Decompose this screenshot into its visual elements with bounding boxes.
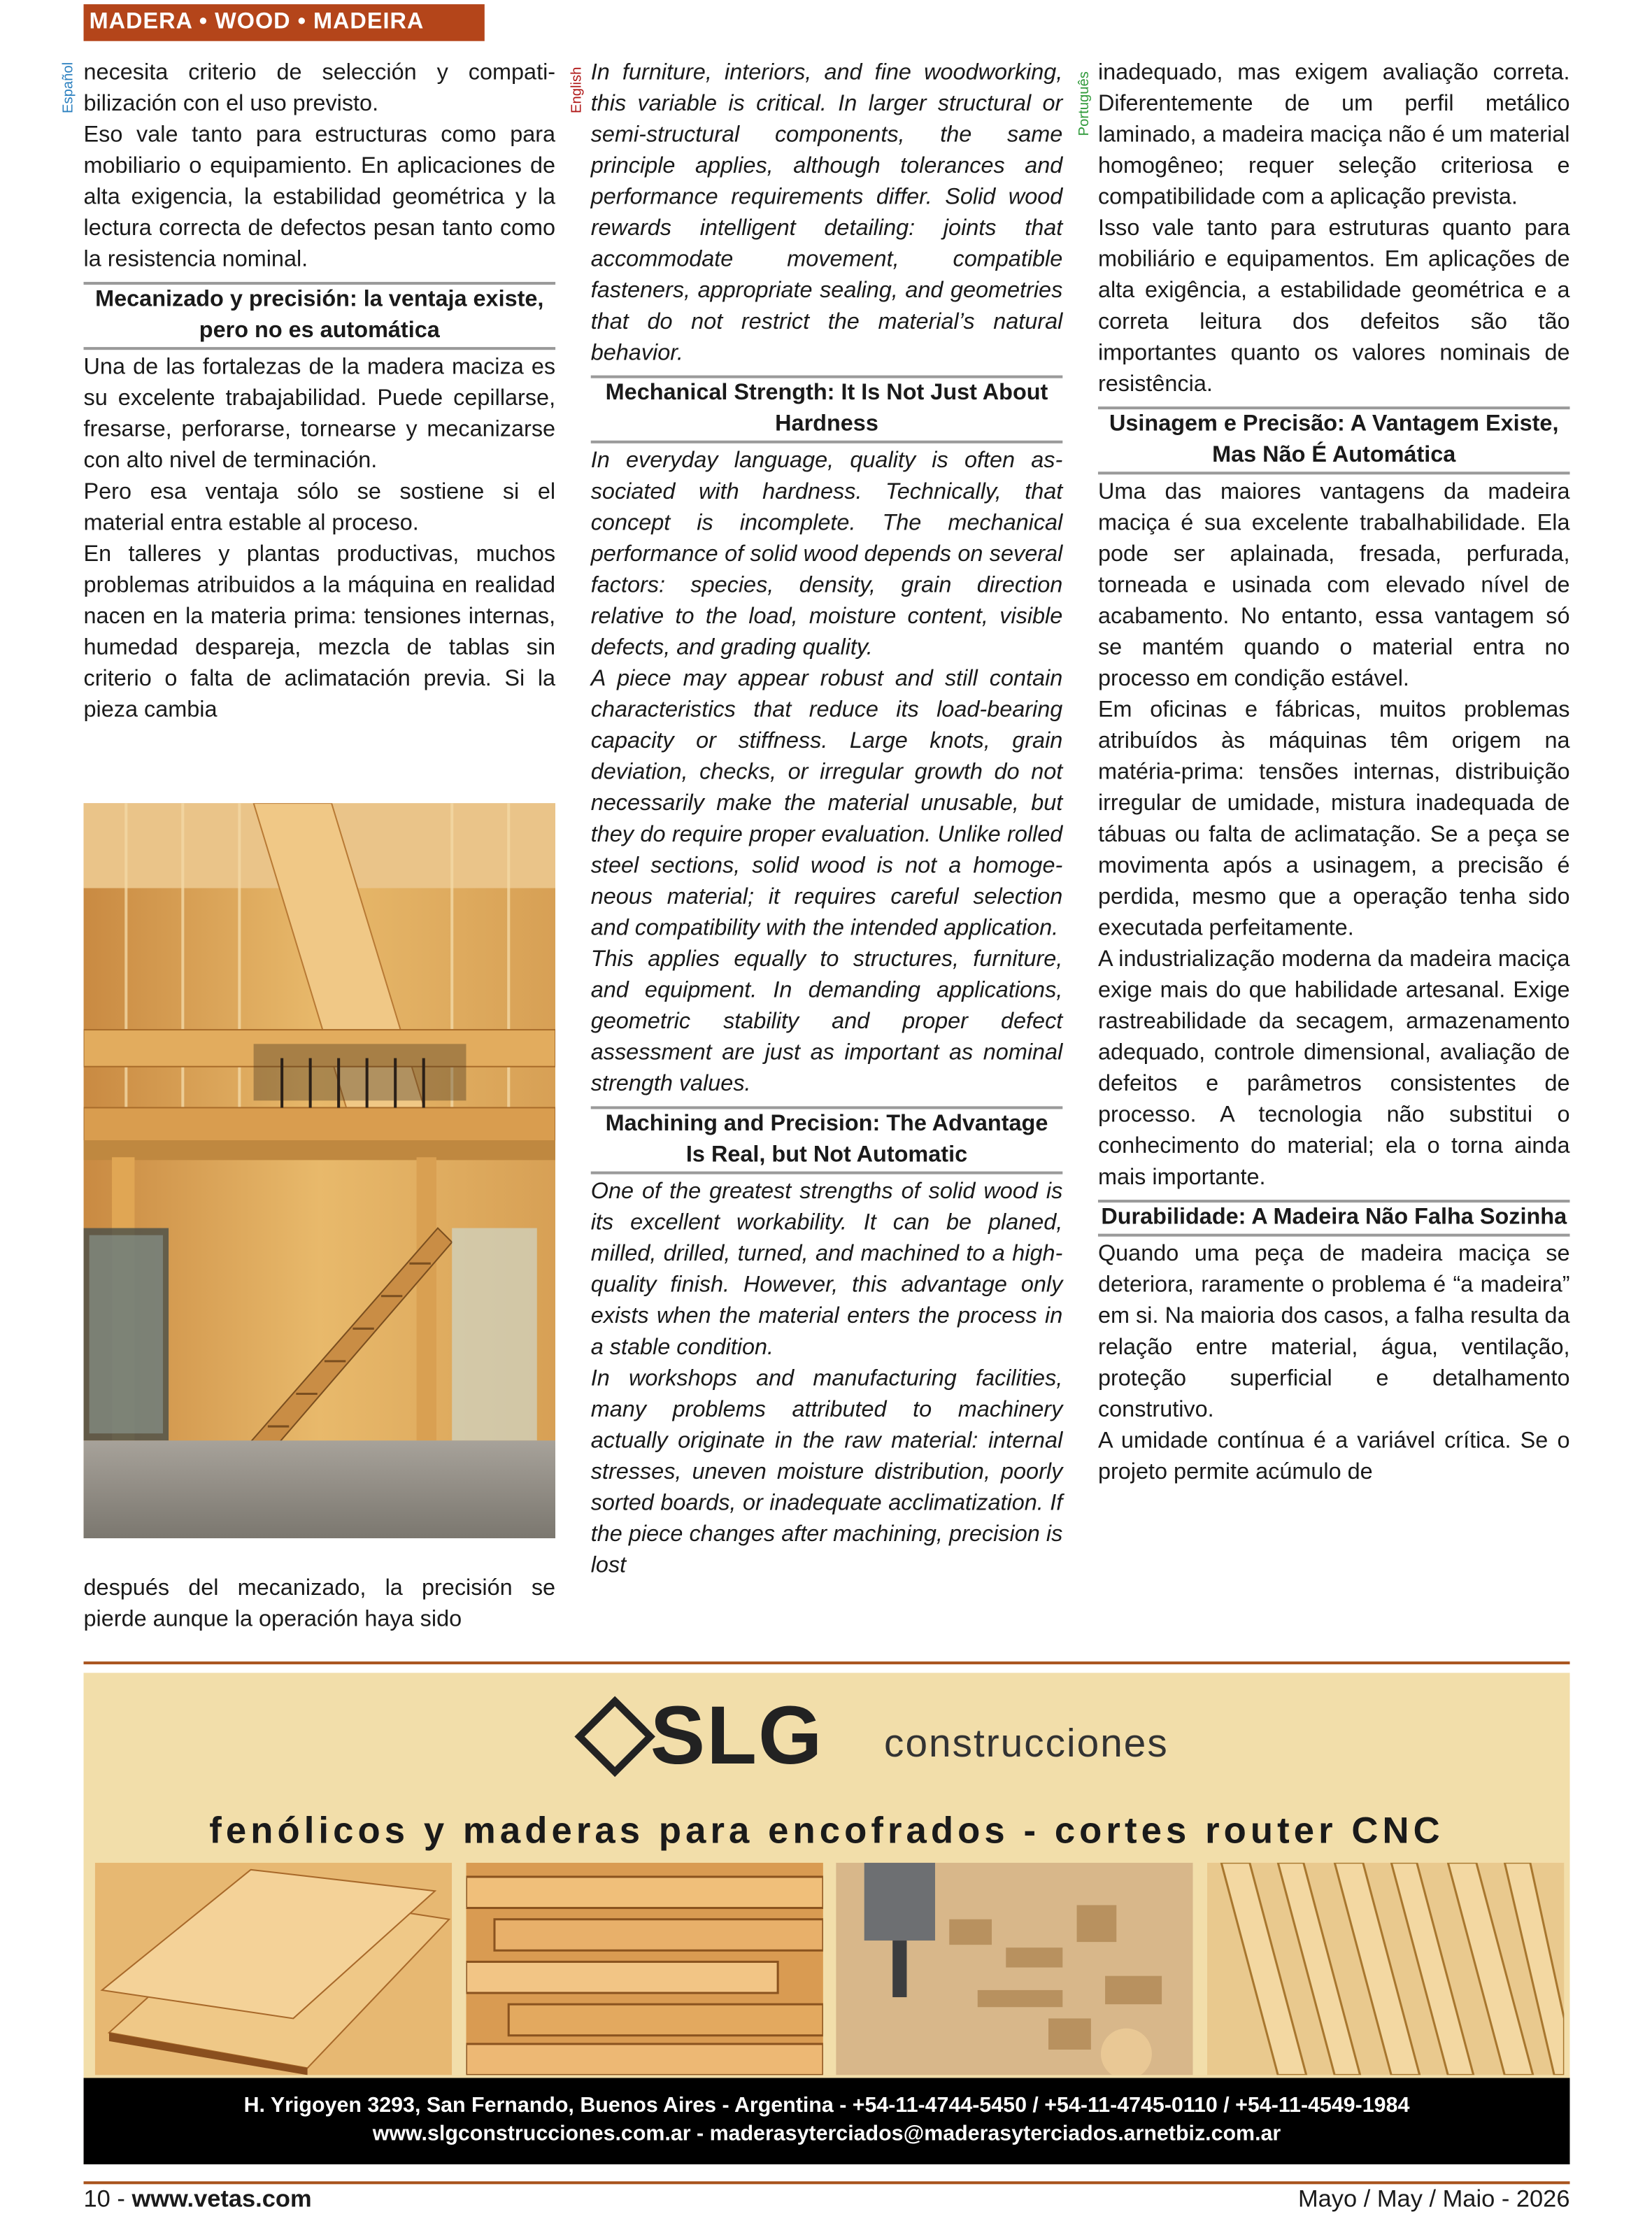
lang-tag-spanish: Español [61,62,77,113]
paragraph: In furniture, interiors, and fine woodworking, this variable is critical. In larger structural or semi-structural components, the same principle applies, although tolerances and performance requirements differ. Solid wood rewards intelligent detailing: joints that accommodate movement, compatible fasteners, appropriate sealing, and geometries that do not restrict the material’s natural behavior. [590,61,1063,366]
issue-date: Mayo / May / Maio - 2026 [1297,2185,1570,2213]
paragraph: necesita criterio de selección y compatibilización con el uso previsto. [83,61,556,117]
ad-brand-name: SLG [650,1689,824,1782]
paragraph: Quando uma peça de madeira maciça se deteriora, raramente o problema é “a madeira” em si. Na maioria dos casos, a falha resulta da relação entre material, água, ventilação, proteção superficial e detalhamento construtivo. [1097,1242,1570,1422]
timber-interior-image [84,803,556,1538]
paragraph: In workshops and manufacturing facilities, many problems attributed to machinery actually originate in the raw material: internal stresses, uneven moisture distribution, poorly sorted boards, or inadequate acclimatization. If the piece changes after machining, precision is lost [590,1366,1063,1578]
paragraph: Una de las fortalezas de la madera maciza es su excelente trabajabilidad. Puede cepillarse, fresarse, perforarse, tornearse y mecanizarse con alto nivel de terminación. [83,355,556,474]
paragraph: Pero esa ventaja sólo se sostiene si el material entra estable al proceso. [83,480,556,536]
paragraph: después del mecanizado, la precisión se pierde aunque la operación haya sido [83,1576,556,1632]
paragraph: This applies equally to structures, furniture, and equipment. In demanding applications, geometric stability and proper defect assessment are just as important as nominal strength values. [590,947,1063,1097]
paragraph: A umidade contínua é a variável crítica. Se o projeto permite acúmulo de [1097,1429,1570,1485]
paragraph: A piece may appear robust and still contain characteristics that reduce its load-bearing capacity or stiffness. Large knots, grain deviation, checks, or irregular growth do not necessarily make the material unusable, but they do require proper evaluation. Unlike rolled steel sections, solid wood is not a homogeneous material; it requires careful selection and compatibility with the intended application. [590,667,1063,941]
ad-web-email[interactable]: www.slgconstrucciones.com.ar - maderasyterciados@maderasyterciados.arnetbiz.com.ar [372,2122,1281,2146]
plywood-photo [95,1863,452,2075]
subheading: Mechanical Strength: It Is Not Just About Hardness [591,376,1063,444]
section-tag: MADERA • WOOD • MADEIRA [84,4,485,41]
spanish-column-continued [84,1574,556,1636]
paragraph: A industrialização moderna da madeira maciça exige mais do que habilidade artesanal. Exige rastreabilidade da secagem, armazenamento adequado, controle dimensional, avaliação de defeitos e parâmetros consistentes de processo. A tecnologia não substitui o conhecimento do material; ela o torna ainda mais importante. [1097,947,1570,1190]
site-link[interactable]: www.vetas.com [131,2185,312,2213]
lang-tag-portuguese: Português [1076,71,1092,136]
paragraph: inadequado, mas exigem avaliação correta. Diferentemente de um perfil metálico laminado, a madeira maciça não é um material homogêneo; requer seleção criteriosa e compatibilidade com a aplicação prevista. [1097,61,1570,210]
paragraph: Em oficinas e fábricas, muitos problemas atribuídos às máquinas têm origem na matéria-prima: tensões internas, distribuição irregular de umidade, mistura inadequada de tábuas ou falta de aclimatação. Se a peça se movimenta após a usinagem, a precisão é perdida, mesmo que a operação tenha sido executada perfeitamente. [1097,698,1570,941]
ad-address: H. Yrigoyen 3293, San Fernando, Buenos Aires - Argentina - +54-11-4744-5450 / +54-11-4745-0110 / +54-11-4549-1984 [243,2093,1410,2118]
moldings-photo [1207,1863,1564,2075]
slg-advertisement[interactable] [84,1673,1570,2164]
paragraph: One of the greatest strengths of solid wood is its excellent workability. It can be planed, milled, drilled, turned, and machined to a high-quality finish. However, this advantage only exists when the material enters the process in a stable condition. [590,1179,1063,1360]
cnc-router-photo [836,1863,1192,2075]
lang-tag-english: English [569,66,585,113]
subheading: Usinagem e Precisão: A Vantagem Existe, Mas Não É Automática [1098,406,1570,474]
paragraph: Eso vale tanto para estructuras como para mobiliario o equipamiento. En aplicaciones de alta exigencia, la estabilidad geométrica y la lectura correcta de defectos pesan tanto como la resistencia nominal. [83,123,556,272]
paragraph: En talleres y plantas productivas, muchos problemas atribuidos a la máquina en realidad nacen en la materia prima: tensiones internas, humedad despareja, mezcla de tablas sin criterio o falta de aclimatación previa. Si la pieza cambia [83,542,556,723]
spanish-column [84,58,556,727]
portuguese-column [1098,58,1570,1489]
paragraph: In everyday language, quality is often associated with hardness. Technically, that concept is incomplete. The mechanical performance of solid wood depends on several factors: species, density, grain direction relative to the load, moisture content, visible defects, and grading quality. [590,448,1063,660]
subheading: Mecanizado y precisión: la ventaja existe, pero no es automática [84,282,556,350]
lumber-stack-photo [466,1863,823,2075]
ad-brand-subtitle: construcciones [884,1721,1169,1765]
ad-tagline: fenólicos y maderas para encofrados - cortes router CNC [209,1808,1444,1852]
timber-interior-photo [84,803,556,1538]
divider [84,1661,1570,1664]
subheading: Machining and Precision: The Advantage Is Real, but Not Automatic [591,1106,1063,1174]
page-footer-left [84,2184,312,2215]
subheading: Durabilidade: A Madeira Não Falha Sozinha [1098,1200,1570,1237]
english-column [591,58,1063,1582]
paragraph: Isso vale tanto para estruturas quanto para mobiliário e equipamentos. Em aplicações de alta exigência, a estabilidade geométrica e a correta leitura dos defeitos são tão importantes quanto os valores nominais de resistência. [1097,216,1570,397]
ad-contact-bar [84,2078,1570,2164]
page-number: 10 - [83,2185,132,2213]
paragraph: Uma das maiores vantagens da madeira maciça é sua excelente trabalhabilidade. Ela pode ser aplainada, fresada, perfurada, torneada e usinada com elevado nível de acabamento. No entanto, essa vantagem só se mantém quando o material entra no processo em condição estável. [1097,480,1570,692]
